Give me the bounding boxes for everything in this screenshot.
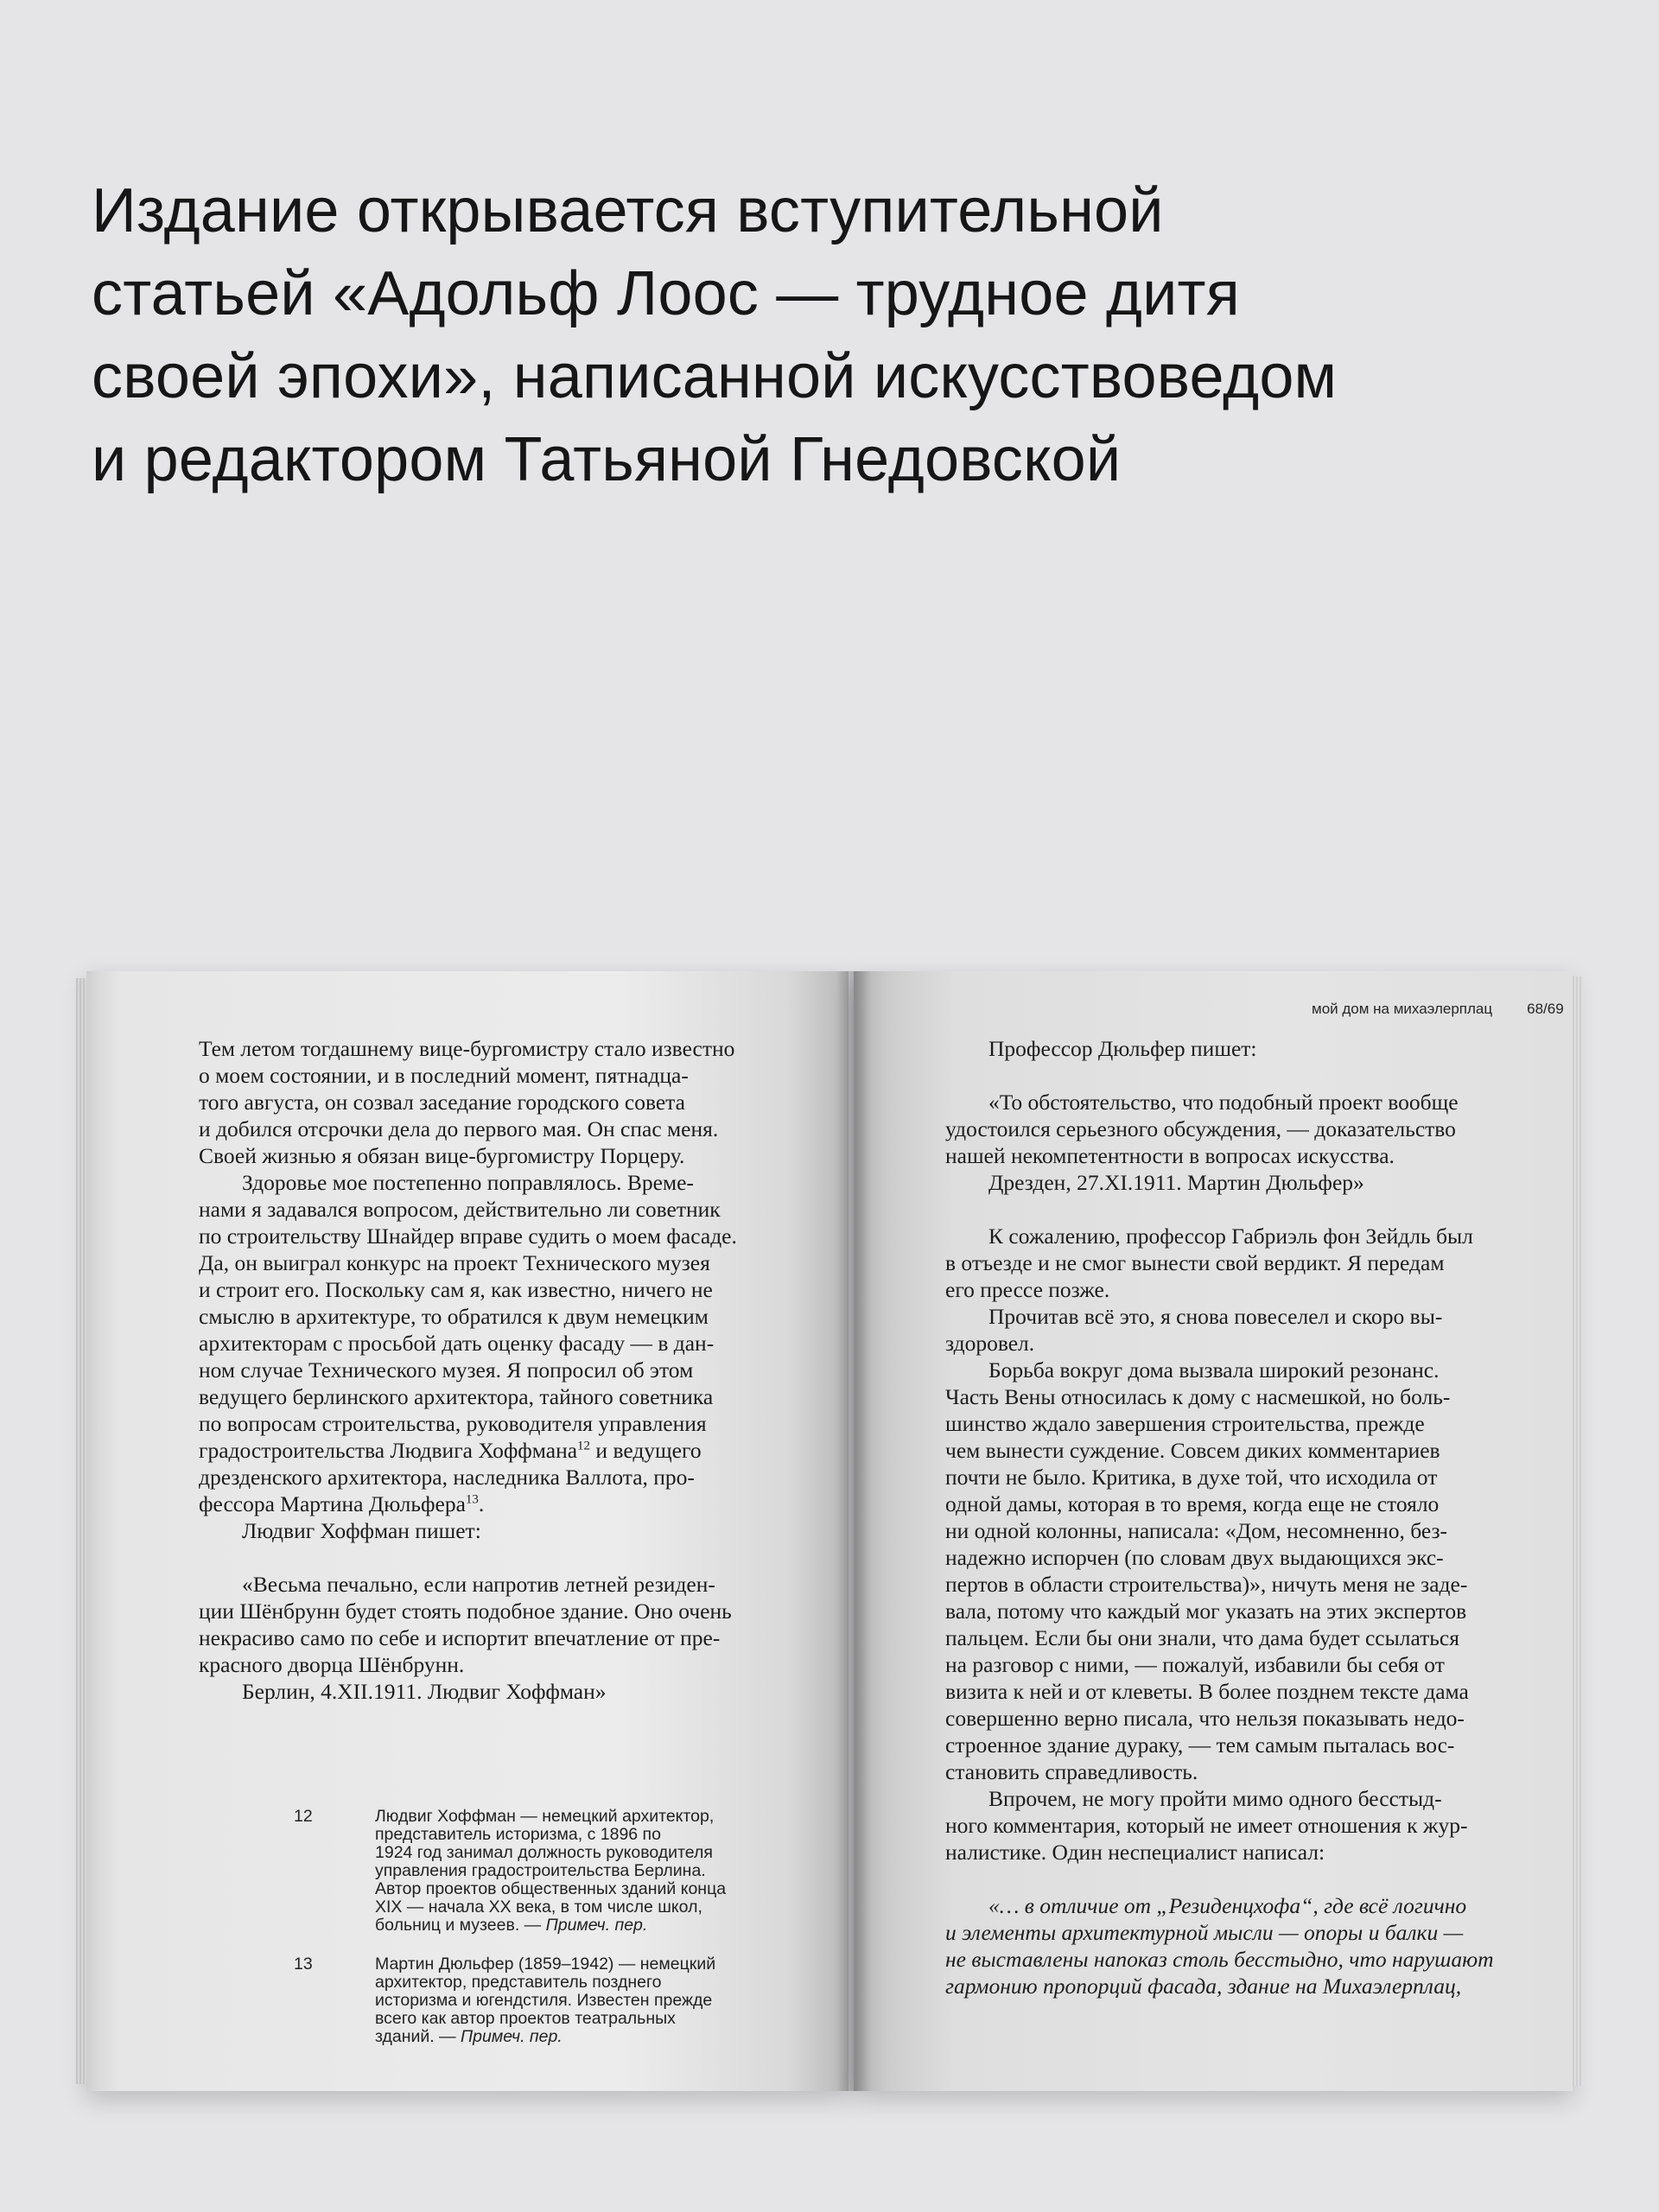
footnote-ref: 13 <box>465 1492 479 1507</box>
text-line: архитекторам с просьбой дать оценку фасаду — в дан- <box>199 1331 715 1356</box>
text-line: и добился отсрочки дела до первого мая. Он спас меня. <box>199 1116 719 1141</box>
open-book <box>86 971 1573 2091</box>
text-line: одной дамы, которая в то время, когда еще не стояло <box>945 1491 1440 1516</box>
text-line: дрезденского архитектора, наследника Валлота, про- <box>199 1465 695 1490</box>
footnote-line: XIX — начала XX века, в том числе школ, <box>375 1897 702 1916</box>
footnote-ref: 12 <box>577 1439 591 1453</box>
text-line: ном случае Технического музея. Я попросил об этом <box>199 1357 694 1382</box>
text-line: надежно испорчен (по словам двух выдающихся экс- <box>945 1545 1444 1570</box>
text-segment: градостроительства Людвига Хоффмана <box>199 1438 578 1463</box>
text-line: удостоился серьезного обсуждения, — доказательство <box>945 1116 1456 1141</box>
text-line: нашей некомпетентности в вопросах искусства. <box>945 1143 1395 1168</box>
footnote-number: 13 <box>294 1955 313 1974</box>
left-page-body <box>199 1035 804 1705</box>
text-line: Да, он выиграл конкурс на проект Технического музея <box>199 1250 710 1275</box>
footnote-line: архитектор, представитель позднего <box>375 1973 662 1992</box>
headline-line: и редактором Татьяной Гнедовской <box>92 425 1122 494</box>
footnotes <box>294 1808 812 2067</box>
text-line: ного комментария, который не имеет отношения к жур- <box>945 1813 1468 1838</box>
footnote-line: представитель историзма, с 1896 по <box>375 1825 661 1844</box>
text-line: на разговор с ними, — пожалуй, избавили бы себя от <box>945 1652 1445 1677</box>
text-line <box>199 1437 804 1464</box>
text-line: пертов в области строительства)», ничуть меня не заде- <box>945 1572 1468 1597</box>
paragraph-gap <box>199 1544 804 1571</box>
footnote-segment: больниц и музеев. — <box>375 1916 546 1935</box>
text-line: налистике. Один неспециалист написал: <box>945 1840 1325 1865</box>
text-line: в отъезде и не смог вынести свой вердикт. Я передам <box>945 1250 1445 1275</box>
text-line: вала, потому что каждый мог указать на этих экспертов <box>945 1599 1467 1624</box>
left-page <box>86 971 849 2091</box>
text-line: ни одной колонны, написала: «Дом, несомненно, без- <box>945 1518 1448 1543</box>
text-line: становить справедливость. <box>945 1759 1198 1784</box>
paragraph-gap <box>945 1196 1498 1223</box>
footnote-line: Автор проектов общественных зданий конца <box>375 1879 727 1898</box>
text-line: ведущего берлинского архитектора, тайного советника <box>199 1384 714 1409</box>
text-line: по вопросам строительства, руководителя управления <box>199 1411 707 1436</box>
text-line: и строит его. Поскольку сам я, как известно, ничего не <box>199 1277 713 1302</box>
text-line: Впрочем, не могу пройти мимо одного бесстыд- <box>988 1786 1442 1811</box>
text-line: «… в отличие от „Резиденцхофа“, где всё логично <box>988 1893 1467 1918</box>
headline-line: своей эпохи», написанной искусствоведом <box>92 342 1338 411</box>
footnote-note: Примеч. пер. <box>461 2027 563 2046</box>
footnote-note: Примеч. пер. <box>545 1916 648 1935</box>
footnote-line <box>375 2028 812 2046</box>
footnote <box>294 1955 812 2046</box>
text-line: визита к ней и от клеветы. В более позднем тексте дама <box>945 1679 1469 1704</box>
text-line: чем вынести суждение. Совсем диких комментариев <box>945 1438 1440 1463</box>
running-head-title: мой дом на михаэлерплац <box>1312 1001 1493 1017</box>
text-line: Своей жизнью я обязан вице-бургомистру Порцеру. <box>199 1143 685 1168</box>
text-line: нами я задавался вопросом, действительно ли советник <box>199 1197 721 1222</box>
footnote-line <box>375 1916 812 1935</box>
footnote-line: 1924 год занимал должность руководителя <box>375 1843 713 1862</box>
text-line: здоровел. <box>945 1331 1035 1356</box>
text-line: красного дворца Шёнбрунн. <box>199 1652 465 1677</box>
text-line: Часть Вены относилась к дому с насмешкой, но боль- <box>945 1384 1451 1409</box>
headline-line: статьей «Адольф Лоос — трудное дитя <box>92 259 1240 328</box>
text-line: Берлин, 4.XII.1911. Людвиг Хоффман» <box>242 1679 607 1704</box>
paragraph-gap <box>945 1866 1498 1892</box>
text-line: шинство ждало завершения строительства, прежде <box>945 1411 1425 1436</box>
text-line: Людвиг Хоффман пишет: <box>242 1518 481 1543</box>
footnote <box>294 1808 812 1935</box>
text-line: не выставлены напоказ столь бесстыдно, что нарушают <box>945 1947 1494 1972</box>
text-line: строенное здание дураку, — тем самым пыталась вос- <box>945 1732 1455 1758</box>
text-line: некрасиво само по себе и испортит впечатление от пре- <box>199 1625 721 1650</box>
footnote-segment: зданий. — <box>375 2027 461 2046</box>
text-segment: фессора Мартина Дюльфера <box>199 1491 466 1516</box>
text-line: Прочитав всё это, я снова повеселел и скоро вы- <box>988 1304 1443 1329</box>
text-line: гармонию пропорций фасада, здание на Михаэлерплац, <box>945 1974 1462 1999</box>
paragraph-gap <box>945 1062 1498 1089</box>
footnote-line: Мартин Дюльфер (1859–1942) — немецкий <box>375 1955 716 1974</box>
text-line: ции Шёнбрунн будет стоять подобное здание. Оно очень <box>199 1599 732 1624</box>
text-line: пальцем. Если бы они знали, что дама будет ссылаться <box>945 1625 1459 1650</box>
footnote-number: 12 <box>294 1807 313 1826</box>
text-line: его прессе позже. <box>945 1277 1110 1302</box>
text-line: по строительству Шнайдер вправе судить о моем фасаде. <box>199 1224 737 1249</box>
text-line: Борьба вокруг дома вызвала широкий резонанс. <box>988 1357 1440 1382</box>
footnote-line: управления градостроительства Берлина. <box>375 1861 706 1880</box>
text-line: Дрезден, 27.XI.1911. Мартин Дюльфер» <box>988 1170 1364 1195</box>
right-page-body <box>945 1035 1498 1999</box>
text-line: почти не было. Критика, в духе той, что исходила от <box>945 1465 1438 1490</box>
text-line: совершенно верно писала, что нельзя показывать недо- <box>945 1706 1465 1731</box>
text-line: того августа, он созвал заседание городского совета <box>199 1090 685 1115</box>
footnote-line: Людвиг Хоффман — немецкий архитектор, <box>375 1807 715 1826</box>
text-line: Профессор Дюльфер пишет: <box>988 1036 1257 1061</box>
text-line: Тем летом тогдашнему вице-бургомистру стало известно <box>199 1036 735 1061</box>
headline <box>92 169 1578 501</box>
text-line: смыслю в архитектуре, то обратился к двум немецким <box>199 1304 709 1329</box>
running-head <box>1312 1001 1588 1018</box>
text-segment: и ведущего <box>595 1438 702 1463</box>
footnote-line: историзма и югендстиля. Известен прежде <box>375 1991 713 2010</box>
text-line: «Весьма печально, если напротив летней резиден- <box>242 1572 715 1597</box>
text-line: «То обстоятельство, что подобный проект вообще <box>988 1090 1459 1115</box>
text-line: Здоровье мое постепенно поправлялось. Време- <box>242 1170 694 1195</box>
text-segment: . <box>478 1491 485 1516</box>
book-gutter <box>836 971 871 2091</box>
text-line: и элементы архитектурной мысли — опоры и балки — <box>945 1920 1464 1945</box>
text-line: о моем состоянии, и в последний момент, пятнадца- <box>199 1063 689 1088</box>
headline-line: Издание открывается вступительной <box>92 176 1164 245</box>
footnote-line: всего как автор проектов театральных <box>375 2009 676 2028</box>
page-folio: 68/69 <box>1527 1001 1564 1017</box>
text-line <box>199 1491 804 1517</box>
text-line: К сожалению, профессор Габриэль фон Зейдль был <box>988 1224 1473 1249</box>
